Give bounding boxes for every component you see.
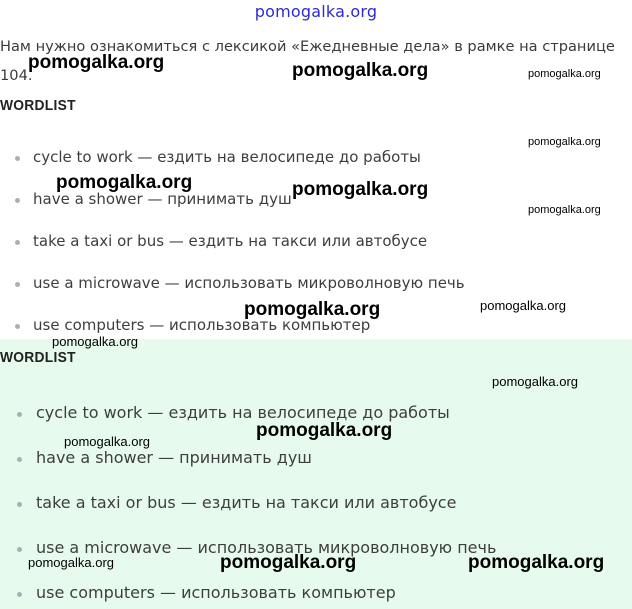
watermark: pomogalka.org bbox=[244, 299, 381, 320]
watermark: pomogalka.org bbox=[56, 172, 193, 193]
watermark: pomogalka.org bbox=[468, 552, 605, 573]
watermark: pomogalka.org bbox=[528, 68, 601, 80]
watermark: pomogalka.org bbox=[492, 374, 578, 389]
watermark: pomogalka.org bbox=[256, 420, 393, 441]
bullet-icon bbox=[17, 592, 22, 597]
watermark: pomogalka.org bbox=[480, 298, 566, 313]
watermark: pomogalka.org bbox=[292, 60, 429, 81]
wordlist-heading: WORDLIST bbox=[0, 97, 76, 114]
wordlist-heading: WORDLIST bbox=[0, 349, 76, 366]
bullet-icon bbox=[17, 502, 22, 507]
bullet-icon bbox=[17, 457, 22, 462]
watermark: pomogalka.org bbox=[528, 136, 601, 148]
intro-text: Нам нужно ознакомиться с лексикой «Ежедневные дела» в рамке на странице 104. bbox=[0, 38, 615, 84]
watermark: pomogalka.org bbox=[64, 434, 150, 449]
bullet-icon bbox=[15, 198, 20, 203]
watermark: pomogalka.org bbox=[528, 204, 601, 216]
watermark: pomogalka.org bbox=[292, 179, 429, 200]
bullet-icon bbox=[17, 547, 22, 552]
site-brand: pomogalka.org bbox=[254, 2, 378, 21]
watermark: pomogalka.org bbox=[28, 52, 165, 73]
watermark: pomogalka.org bbox=[28, 555, 114, 570]
watermark: pomogalka.org bbox=[52, 334, 138, 349]
bullet-icon bbox=[17, 412, 22, 417]
bullet-icon bbox=[15, 282, 20, 287]
bullet-icon bbox=[15, 240, 20, 245]
bullet-icon bbox=[15, 156, 20, 161]
watermark: pomogalka.org bbox=[220, 552, 357, 573]
bullet-icon bbox=[15, 324, 20, 329]
